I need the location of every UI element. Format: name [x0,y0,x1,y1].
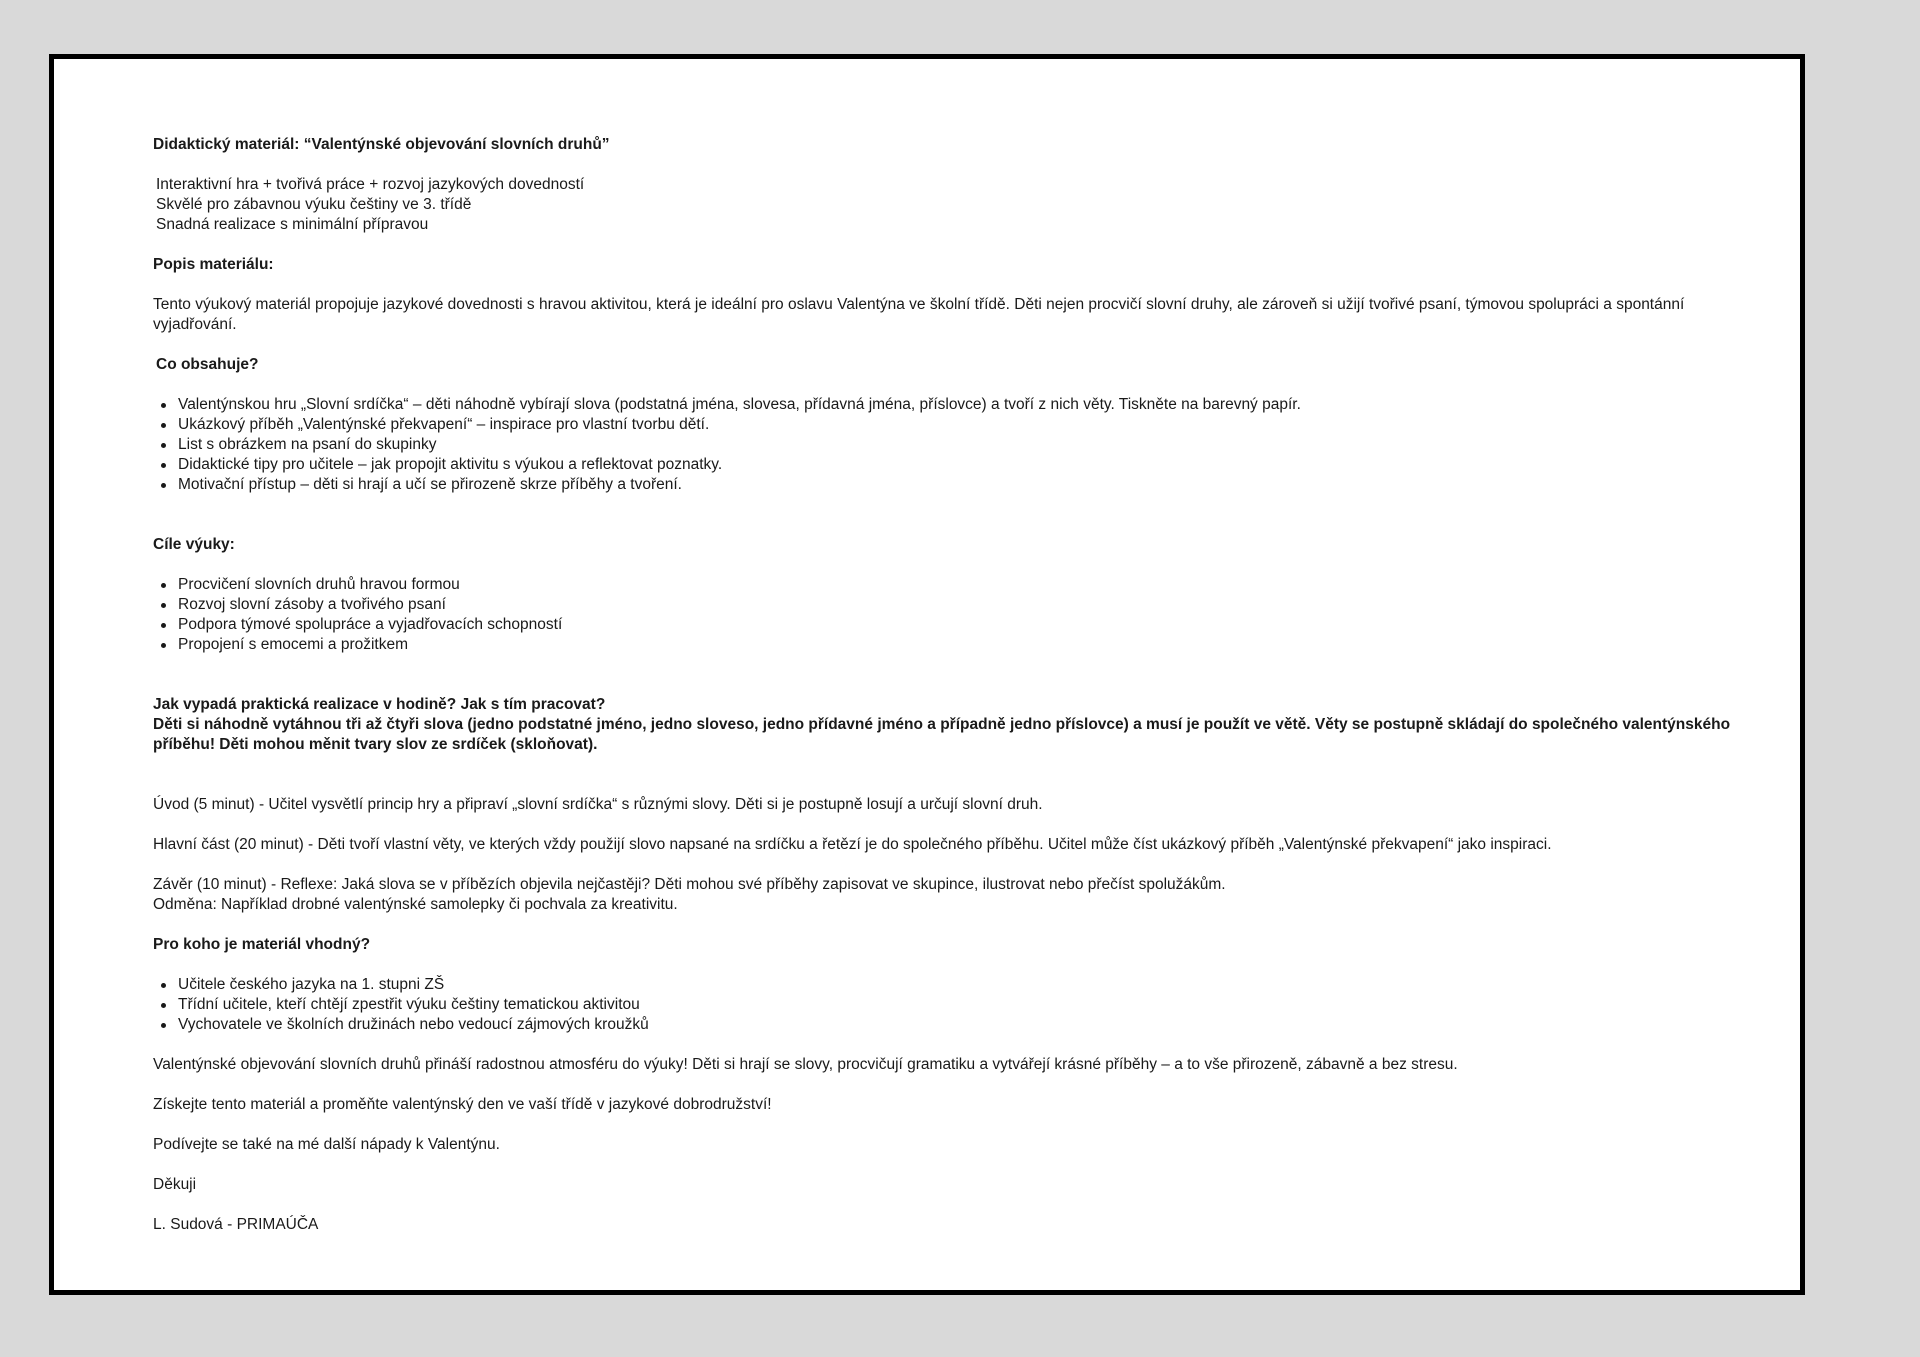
goals-list [153,575,1753,655]
list-item: Ukázkový příběh „Valentýnské překvapení“ – inspirace pro vlastní tvorbu dětí. [178,415,1753,435]
more-text: Podívejte se také na mé další nápady k Valentýnu. [153,1136,500,1153]
description-heading: Popis materiálu: [153,256,274,273]
list-item: Vychovatele ve školních družinách nebo vedoucí zájmových kroužků [178,1015,1753,1035]
lesson-end: Závěr (10 minut) - Reflexe: Jaká slova se v příbězích objevila nejčastěji? Děti mohou své příběhy zapisovat ve skupince, ilustrovat nebo přečíst spolužákům. [153,876,1226,893]
practice-heading: Jak vypadá praktická realizace v hodině? Jak s tím pracovat? [153,696,606,713]
lesson-main: Hlavní část (20 minut) - Děti tvoří vlastní věty, ve kterých vždy použijí slovo napsané na srdíčku a řetězí je do společného příběhu. Učitel může číst ukázkový příběh „Valentýnské překvapení“ jako inspiraci. [153,836,1552,853]
list-item: List s obrázkem na psaní do skupinky [178,435,1753,455]
list-item: Didaktické tipy pro učitele – jak propojit aktivitu s výukou a reflektovat poznatky. [178,455,1753,475]
list-item: Třídní učitele, kteří chtějí zpestřit výuku češtiny tematickou aktivitou [178,995,1753,1015]
signature: L. Sudová - PRIMAÚČA [153,1216,319,1233]
intro-line: Skvělé pro zábavnou výuku češtiny ve 3. třídě [156,196,472,213]
thanks-text: Děkuji [153,1176,197,1193]
intro-line: Interaktivní hra + tvořivá práce + rozvoj jazykových dovedností [156,176,585,193]
document-content [153,135,1753,1235]
list-item: Učitele českého jazyka na 1. stupni ZŠ [178,975,1753,995]
goals-heading: Cíle výuky: [153,536,235,553]
list-item: Rozvoj slovní zásoby a tvořivého psaní [178,595,1753,615]
list-item: Motivační přístup – děti si hrají a učí se přirozeně skrze příběhy a tvoření. [178,475,1753,495]
cta-text: Získejte tento materiál a proměňte valentýnský den ve vaší třídě v jazykové dobrodružství! [153,1096,772,1113]
document-page [49,54,1805,1295]
lesson-intro: Úvod (5 minut) - Učitel vysvětlí princip hry a připraví „slovní srdíčka“ s různými slovy. Děti si je postupně losují a určují slovní druh. [153,796,1043,813]
description-text: Tento výukový materiál propojuje jazykové dovednosti s hravou aktivitou, která je ideální pro oslavu Valentýna ve školní třídě. Děti nejen procvičí slovní druhy, ale zároveň si užijí tvořivé psaní, týmovou spolupráci a spontánní vyjadřování. [153,296,1685,333]
list-item: Valentýnskou hru „Slovní srdíčka“ – děti náhodně vybírají slova (podstatná jména, slovesa, přídavná jména, příslovce) a tvoří z nich věty. Tiskněte na barevný papír. [178,395,1753,415]
practice-text: Děti si náhodně vytáhnou tři až čtyři slova (jedno podstatné jméno, jedno sloveso, jedno přídavné jméno a případně jedno příslovce) a musí je použít ve větě. Věty se postupně skládají do společného valentýnského příběhu! Děti mohou měnit tvary slov ze srdíček (skloňovat). [153,716,1731,753]
contents-heading: Co obsahuje? [156,356,259,373]
document-title: Didaktický materiál: “Valentýnské objevování slovních druhů” [153,136,610,153]
list-item: Procvičení slovních druhů hravou formou [178,575,1753,595]
contents-list [153,395,1753,495]
audience-list [153,975,1753,1035]
list-item: Propojení s emocemi a prožitkem [178,635,1753,655]
lesson-reward: Odměna: Například drobné valentýnské samolepky či pochvala za kreativitu. [153,896,678,913]
closing-text: Valentýnské objevování slovních druhů přináší radostnou atmosféru do výuky! Děti si hrají se slovy, procvičují gramatiku a vytvářejí krásné příběhy – a to vše přirozeně, zábavně a bez stresu. [153,1056,1458,1073]
intro-line: Snadná realizace s minimální přípravou [156,216,429,233]
list-item: Podpora týmové spolupráce a vyjadřovacích schopností [178,615,1753,635]
audience-heading: Pro koho je materiál vhodný? [153,936,371,953]
